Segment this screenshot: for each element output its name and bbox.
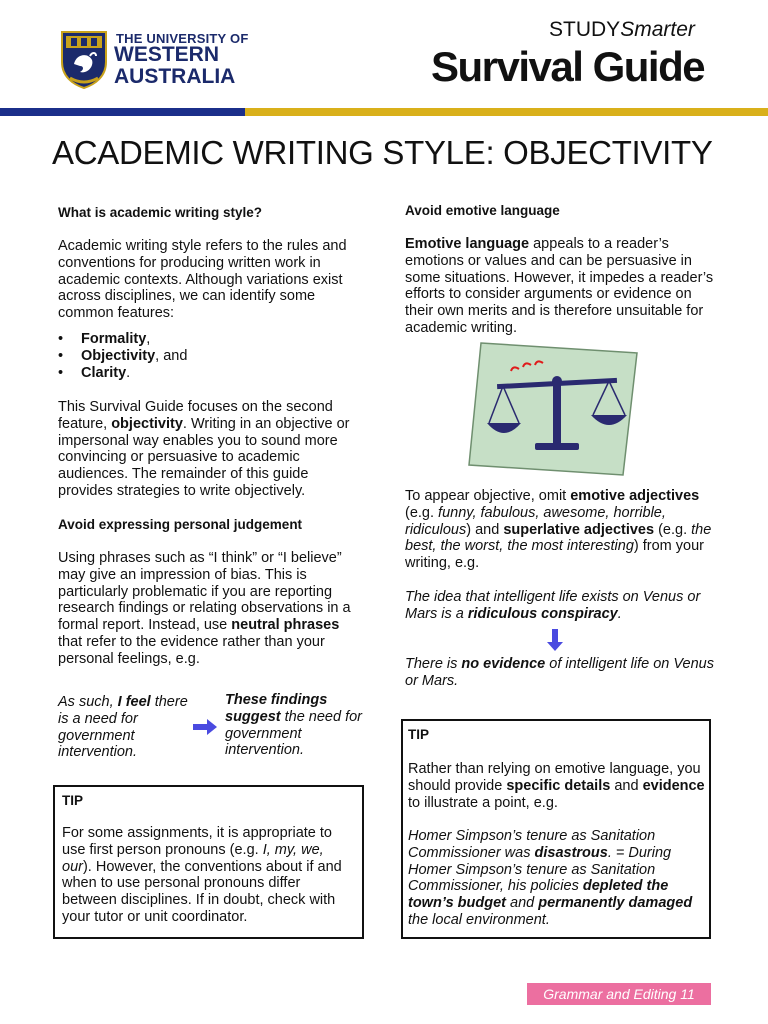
list-item: • Formality, [58,331,358,348]
example-before: As such, I feel there is a need for government intervention. [58,694,188,761]
intro-paragraph: Academic writing style refers to the rules and conventions for producing written work in academic contexts. Although variations exist across disciplines, we can identify some common features: [58,238,347,322]
study-prefix: STUDY [549,18,621,41]
focus-paragraph: This Survival Guide focuses on the second feature, objectivity. Writing in an objective or impersonal way enables you to sound more convincing or persuasive to academic audiences. The remainder of this guide provides strategies to write objectively. [58,399,350,499]
university-name-line1: THE UNIVERSITY OF [116,31,249,46]
tip-example: Homer Simpson’s tenure as Sanitation Commissioner was disastrous. = During Homer Simpson’s tenure as Sanitation Commissioner, his policies depleted the town’s budget and permanently damaged the local environment. [408,828,693,928]
tip-text: Rather than relying on emotive language, you should provide specific details and evidence to illustrate a point, e.g. [408,761,705,811]
page-footer-label: Grammar and Editing 11 [527,983,711,1005]
arrow-down-icon [546,628,564,652]
tip-box-pronouns [53,785,364,939]
header-bar-blue [0,108,245,116]
list-item: • Clarity. [58,365,358,382]
page-title: ACADEMIC WRITING STYLE: OBJECTIVITY [52,134,713,171]
section-heading-style: What is academic writing style? [58,205,263,220]
tip-text: For some assignments, it is appropriate to use first person pronouns (e.g. I, my, we, our). However, the conventions about if and when to use personal pronouns differ between disciplines. If in doubt, check with your tutor or unit coordinator. [62,825,342,925]
judgement-paragraph: Using phrases such as “I think” or “I believe” may give an impression of bias. This is particularly problematic if you are reporting research findings or relating observations in a formal report. Instead, use neutral phrases that refer to the evidence rather than your personal feelings, e.g. [58,550,351,667]
tip-label: TIP [408,727,430,742]
tip-box-evidence [401,719,711,939]
study-suffix: Smarter [620,18,695,41]
section-heading-emotive: Avoid emotive language [405,203,560,218]
emotive-example: The idea that intelligent life exists on Venus or Mars is a ridiculous conspiracy. [405,589,701,622]
tip-label: TIP [62,793,84,808]
university-name-line2: WESTERN [114,43,219,66]
objective-paragraph: To appear objective, omit emotive adjectives (e.g. funny, fabulous, awesome, horrible, ridiculous) and superlative adjectives (e.g. the best, the worst, the most interesting) from your writing, e.g. [405,488,712,572]
study-smarter-label [549,18,695,42]
section-heading-judgement: Avoid expressing personal judgement [58,517,303,532]
list-item: • Objectivity, and [58,348,358,365]
feature-list [58,331,358,381]
emotive-paragraph: Emotive language appeals to a reader’s emotions or values and can be persuasive in some situations. However, it impedes a reader’s efforts to consider arguments or evidence on their own merits and is therefore unsuitable for academic writing. [405,236,714,336]
uwa-crest-icon [60,30,108,90]
survival-guide-title: Survival Guide [431,43,705,90]
objective-example: There is no evidence of intelligent life on Venus or Mars. [405,656,714,689]
balance-scales-icon [467,341,639,477]
header-bar-gold [245,108,768,116]
example-after: These findings suggest the need for government intervention. [225,692,363,759]
arrow-right-icon [192,718,218,736]
university-name-line3: AUSTRALIA [114,65,236,88]
